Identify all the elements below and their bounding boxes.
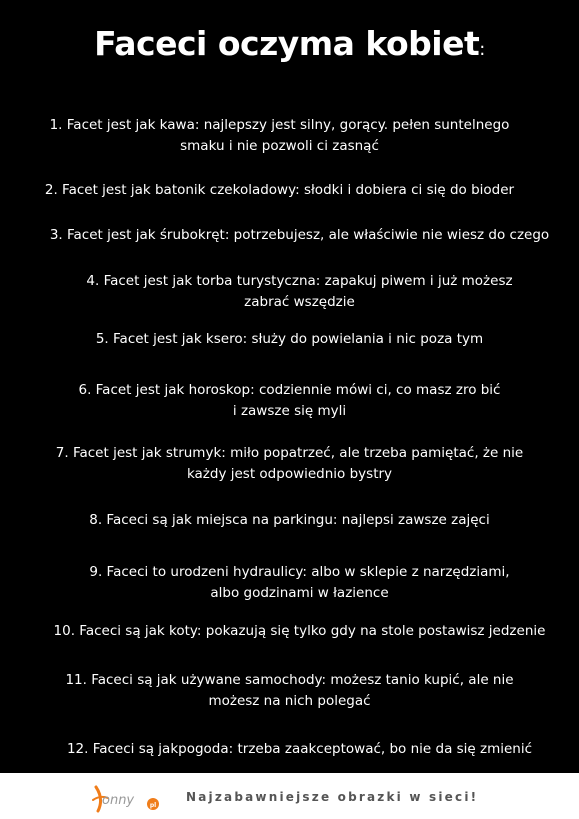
title-colon: : [479,39,485,60]
site-logo-icon[interactable] [90,783,170,813]
item-line: 9. Faceci to urodzeni hydraulicy: albo w sklepie z narzędziami, [89,564,510,580]
item-line: 1. Facet jest jak kawa: najlepszy jest silny, gorący. pełen suntelnego [49,117,510,133]
item-line: 2. Facet jest jak batonik czekoladowy: słodki i dobiera ci się do bioder [44,182,515,198]
item-line: zabrać wszędzie [244,294,355,310]
list-item [0,180,559,201]
item-line: możesz na nich polegać [208,693,371,709]
list-item [20,225,579,246]
list-item [20,739,579,760]
svg-text:onny: onny [102,793,135,808]
list-item [20,562,579,604]
svg-text:pl: pl [149,802,157,809]
poster-title [0,24,579,63]
item-line: 5. Facet jest jak ksero: służy do powielania i nic poza tym [95,331,484,347]
list-item [20,621,579,642]
item-line: 8. Faceci są jak miejsca na parkingu: najlepsi zawsze zajęci [89,512,490,528]
item-line: 4. Facet jest jak torba turystyczna: zapakuj piwem i już możesz [86,273,513,289]
item-line: 7. Facet jest jak strumyk: miło popatrzeć, ale trzeba pamiętać, że nie [55,445,524,461]
item-line: 3. Facet jest jak śrubokręt: potrzebujesz, ale właściwie nie wiesz do czego [49,227,550,243]
list-item [0,115,559,157]
list-item [0,670,579,712]
list-item [0,329,579,350]
title-text: Faceci oczyma kobiet [94,24,480,63]
item-line: smaku i nie pozwoli ci zasnąć [180,138,379,154]
item-line: albo godzinami w łazience [210,585,389,601]
item-line: 10. Faceci są jak koty: pokazują się tylko gdy na stole postawisz jedzenie [53,623,546,639]
list-item [0,443,579,485]
item-line: 11. Faceci są jak używane samochody: możesz tanio kupić, ale nie [65,672,514,688]
list-item [0,510,579,531]
item-line: i zawsze się myli [232,403,347,419]
list-item [0,380,579,422]
list-item [20,271,579,313]
footer-bar [0,773,579,819]
item-line: każdy jest odpowiednio bystry [186,466,393,482]
item-line: 12. Faceci są jakpogoda: trzeba zaakceptować, bo nie da się zmienić [66,741,533,757]
item-line: 6. Facet jest jak horoskop: codziennie mówi ci, co masz zro bić [78,382,501,398]
footer-slogan: Najzabawniejsze obrazki w sieci! [186,790,479,804]
